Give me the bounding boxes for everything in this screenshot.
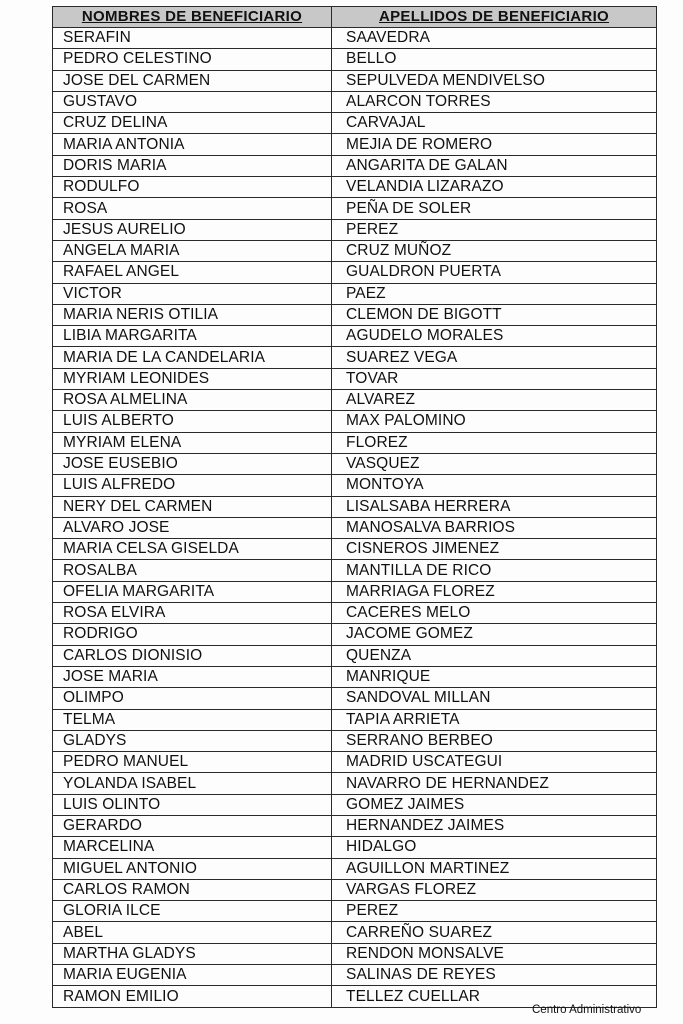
- cell-first-names: GERARDO: [53, 815, 332, 836]
- cell-first-names: MARTHA GLADYS: [53, 943, 332, 964]
- cell-first-names: MARIA ANTONIA: [53, 134, 332, 155]
- cell-first-names: RODRIGO: [53, 624, 332, 645]
- cell-first-names: JESUS AURELIO: [53, 219, 332, 240]
- cell-first-names: LUIS OLINTO: [53, 794, 332, 815]
- cell-first-names: ROSALBA: [53, 560, 332, 581]
- table-row: [53, 155, 657, 176]
- cell-first-names: JOSE DEL CARMEN: [53, 70, 332, 91]
- cell-first-names: LUIS ALBERTO: [53, 411, 332, 432]
- cell-first-names: JOSE EUSEBIO: [53, 453, 332, 474]
- cell-surnames: SEPULVEDA MENDIVELSO: [332, 70, 657, 91]
- cell-surnames: PEREZ: [332, 901, 657, 922]
- cell-first-names: NERY DEL CARMEN: [53, 496, 332, 517]
- table-row: [53, 901, 657, 922]
- cell-first-names: ROSA ELVIRA: [53, 603, 332, 624]
- cell-surnames: CARVAJAL: [332, 113, 657, 134]
- cell-first-names: SERAFIN: [53, 28, 332, 49]
- cell-first-names: DORIS MARIA: [53, 155, 332, 176]
- cell-surnames: VASQUEZ: [332, 453, 657, 474]
- table-header: [53, 7, 657, 28]
- cell-first-names: GLORIA ILCE: [53, 901, 332, 922]
- cell-surnames: SANDOVAL MILLAN: [332, 688, 657, 709]
- cell-surnames: FLOREZ: [332, 432, 657, 453]
- cell-surnames: MANOSALVA BARRIOS: [332, 517, 657, 538]
- header-surnames: APELLIDOS DE BENEFICIARIO: [332, 7, 657, 28]
- table-row: [53, 411, 657, 432]
- table-body: [53, 28, 657, 1008]
- cell-surnames: TOVAR: [332, 368, 657, 389]
- table-row: [53, 283, 657, 304]
- cell-surnames: MAX PALOMINO: [332, 411, 657, 432]
- cell-first-names: RODULFO: [53, 177, 332, 198]
- cell-surnames: PEREZ: [332, 219, 657, 240]
- cell-first-names: MYRIAM LEONIDES: [53, 368, 332, 389]
- cell-first-names: ANGELA MARIA: [53, 240, 332, 261]
- cell-surnames: ALARCON TORRES: [332, 91, 657, 112]
- table-row: [53, 49, 657, 70]
- table-row: [53, 645, 657, 666]
- cell-surnames: SAAVEDRA: [332, 28, 657, 49]
- table-row: [53, 134, 657, 155]
- cell-first-names: MARIA NERIS OTILIA: [53, 304, 332, 325]
- table-row: [53, 965, 657, 986]
- cell-first-names: MARIA EUGENIA: [53, 965, 332, 986]
- beneficiaries-table: [52, 6, 657, 1008]
- cell-surnames: CARREÑO SUAREZ: [332, 922, 657, 943]
- cell-surnames: LISALSABA HERRERA: [332, 496, 657, 517]
- table-row: [53, 240, 657, 261]
- table-row: [53, 773, 657, 794]
- table-row: [53, 517, 657, 538]
- cell-surnames: MADRID USCATEGUI: [332, 752, 657, 773]
- cell-surnames: CRUZ MUÑOZ: [332, 240, 657, 261]
- cell-surnames: AGUDELO MORALES: [332, 326, 657, 347]
- table-row: [53, 390, 657, 411]
- table-row: [53, 624, 657, 645]
- cell-first-names: CRUZ DELINA: [53, 113, 332, 134]
- cell-surnames: MANRIQUE: [332, 666, 657, 687]
- table-row: [53, 304, 657, 325]
- cell-surnames: HERNANDEZ JAIMES: [332, 815, 657, 836]
- header-first-names: NOMBRES DE BENEFICIARIO: [53, 7, 332, 28]
- table-row: [53, 347, 657, 368]
- cell-surnames: TELLEZ CUELLAR: [332, 986, 657, 1007]
- table-row: [53, 177, 657, 198]
- cell-first-names: PEDRO CELESTINO: [53, 49, 332, 70]
- table-row: [53, 91, 657, 112]
- cell-first-names: LUIS ALFREDO: [53, 475, 332, 496]
- cell-surnames: QUENZA: [332, 645, 657, 666]
- cell-first-names: ALVARO JOSE: [53, 517, 332, 538]
- table-row: [53, 858, 657, 879]
- cell-surnames: RENDON MONSALVE: [332, 943, 657, 964]
- table-row: [53, 539, 657, 560]
- footer-text: Centro Administrativo: [532, 1004, 642, 1016]
- cell-first-names: OFELIA MARGARITA: [53, 581, 332, 602]
- table-row: [53, 475, 657, 496]
- table-row: [53, 922, 657, 943]
- cell-surnames: MONTOYA: [332, 475, 657, 496]
- cell-surnames: MEJIA DE ROMERO: [332, 134, 657, 155]
- cell-first-names: RAFAEL ANGEL: [53, 262, 332, 283]
- cell-surnames: GUALDRON PUERTA: [332, 262, 657, 283]
- table-row: [53, 752, 657, 773]
- table-row: [53, 326, 657, 347]
- table-row: [53, 262, 657, 283]
- table-row: [53, 603, 657, 624]
- cell-first-names: MIGUEL ANTONIO: [53, 858, 332, 879]
- cell-first-names: PEDRO MANUEL: [53, 752, 332, 773]
- table-row: [53, 113, 657, 134]
- cell-surnames: NAVARRO DE HERNANDEZ: [332, 773, 657, 794]
- cell-surnames: ALVAREZ: [332, 390, 657, 411]
- table-row: [53, 496, 657, 517]
- cell-surnames: MARRIAGA FLOREZ: [332, 581, 657, 602]
- cell-surnames: PEÑA DE SOLER: [332, 198, 657, 219]
- table-row: [53, 453, 657, 474]
- cell-surnames: PAEZ: [332, 283, 657, 304]
- table-row: [53, 432, 657, 453]
- table-row: [53, 560, 657, 581]
- table-row: [53, 70, 657, 91]
- cell-surnames: CISNEROS JIMENEZ: [332, 539, 657, 560]
- table-row: [53, 815, 657, 836]
- table-row: [53, 709, 657, 730]
- cell-surnames: ANGARITA DE GALAN: [332, 155, 657, 176]
- table-row: [53, 28, 657, 49]
- cell-surnames: HIDALGO: [332, 837, 657, 858]
- cell-surnames: JACOME GOMEZ: [332, 624, 657, 645]
- cell-first-names: ROSA: [53, 198, 332, 219]
- table-row: [53, 198, 657, 219]
- cell-first-names: TELMA: [53, 709, 332, 730]
- cell-first-names: CARLOS RAMON: [53, 879, 332, 900]
- cell-first-names: CARLOS DIONISIO: [53, 645, 332, 666]
- cell-surnames: TAPIA ARRIETA: [332, 709, 657, 730]
- table-row: [53, 219, 657, 240]
- header-row: [53, 7, 657, 28]
- cell-first-names: ABEL: [53, 922, 332, 943]
- cell-first-names: YOLANDA ISABEL: [53, 773, 332, 794]
- cell-first-names: JOSE MARIA: [53, 666, 332, 687]
- cell-first-names: ROSA ALMELINA: [53, 390, 332, 411]
- cell-surnames: SALINAS DE REYES: [332, 965, 657, 986]
- cell-first-names: MARIA CELSA GISELDA: [53, 539, 332, 560]
- table-row: [53, 879, 657, 900]
- table-row: [53, 837, 657, 858]
- cell-first-names: VICTOR: [53, 283, 332, 304]
- cell-surnames: CLEMON DE BIGOTT: [332, 304, 657, 325]
- cell-surnames: CACERES MELO: [332, 603, 657, 624]
- cell-surnames: VARGAS FLOREZ: [332, 879, 657, 900]
- cell-surnames: SERRANO BERBEO: [332, 730, 657, 751]
- table-row: [53, 581, 657, 602]
- cell-surnames: BELLO: [332, 49, 657, 70]
- table-row: [53, 794, 657, 815]
- cell-first-names: MARCELINA: [53, 837, 332, 858]
- cell-first-names: MARIA DE LA CANDELARIA: [53, 347, 332, 368]
- cell-surnames: AGUILLON MARTINEZ: [332, 858, 657, 879]
- cell-surnames: SUAREZ VEGA: [332, 347, 657, 368]
- table-row: [53, 688, 657, 709]
- cell-first-names: RAMON EMILIO: [53, 986, 332, 1007]
- cell-first-names: OLIMPO: [53, 688, 332, 709]
- cell-surnames: MANTILLA DE RICO: [332, 560, 657, 581]
- table-row: [53, 368, 657, 389]
- cell-first-names: LIBIA MARGARITA: [53, 326, 332, 347]
- cell-first-names: MYRIAM ELENA: [53, 432, 332, 453]
- table-row: [53, 666, 657, 687]
- cell-first-names: GUSTAVO: [53, 91, 332, 112]
- table-row: [53, 730, 657, 751]
- cell-surnames: GOMEZ JAIMES: [332, 794, 657, 815]
- cell-surnames: VELANDIA LIZARAZO: [332, 177, 657, 198]
- table-row: [53, 943, 657, 964]
- cell-first-names: GLADYS: [53, 730, 332, 751]
